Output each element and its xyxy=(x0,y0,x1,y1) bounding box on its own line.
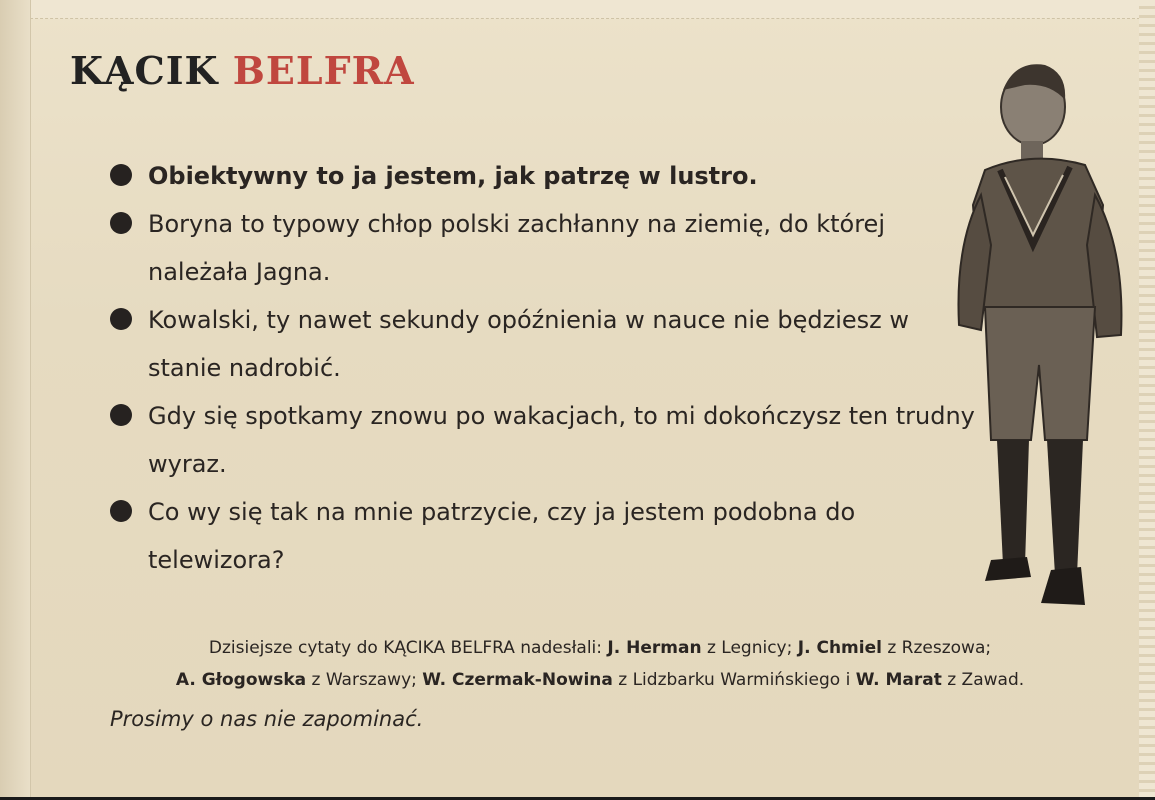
quote-text: Gdy się spotkamy znowu po wakacjach, to mi dokończysz ten trudny wyraz. xyxy=(148,402,975,478)
boy-illustration xyxy=(945,45,1135,615)
closing-note: Prosimy o nas nie zapominać. xyxy=(110,707,424,731)
credits-paragraph xyxy=(70,632,1130,696)
top-edge xyxy=(0,0,1155,19)
credit-name: A. Głogowska xyxy=(175,670,307,690)
quote-text: Kowalski, ty nawet sekundy opóźnienia w nauce nie będziesz w stanie nadrobić. xyxy=(148,306,910,382)
quote-item xyxy=(108,488,988,584)
credit-name: J. Chmiel xyxy=(797,638,882,658)
bullet-icon xyxy=(110,164,132,186)
credit-place: z Zawad. xyxy=(941,670,1025,690)
bullet-icon xyxy=(110,308,132,330)
credit-name: J. Herman xyxy=(607,638,702,658)
quote-item xyxy=(108,392,988,488)
bullet-icon xyxy=(110,404,132,426)
credit-place: z Lidzbarku Warmińskiego i xyxy=(612,670,856,690)
credit-name: W. Marat xyxy=(855,670,942,690)
quote-text: Co wy się tak na mnie patrzycie, czy ja jestem podobna do telewizora? xyxy=(148,498,856,574)
credit-place: z Legnicy; xyxy=(701,638,798,658)
bullet-icon xyxy=(110,500,132,522)
quote-text: Obiektywny to ja jestem, jak patrzę w lustro. xyxy=(148,162,758,190)
title-part-1: KĄCIK xyxy=(70,48,219,93)
perforated-edge xyxy=(1139,0,1155,800)
quote-item xyxy=(108,296,988,392)
credits-intro: Dzisiejsze cytaty do KĄCIKA BELFRA nadesłali: xyxy=(208,638,608,658)
credit-place: z Rzeszowa; xyxy=(881,638,992,658)
quote-text: Boryna to typowy chłop polski zachłanny na ziemię, do której należała Jagna. xyxy=(148,210,885,286)
left-edge xyxy=(0,0,31,800)
bullet-icon xyxy=(110,212,132,234)
quote-item xyxy=(108,200,988,296)
credit-name: W. Czermak-Nowina xyxy=(422,670,613,690)
title-part-2: BELFRA xyxy=(232,48,415,93)
quote-list xyxy=(108,152,988,584)
quote-item xyxy=(108,152,988,200)
page-title xyxy=(70,48,415,93)
credit-place: z Warszawy; xyxy=(306,670,423,690)
